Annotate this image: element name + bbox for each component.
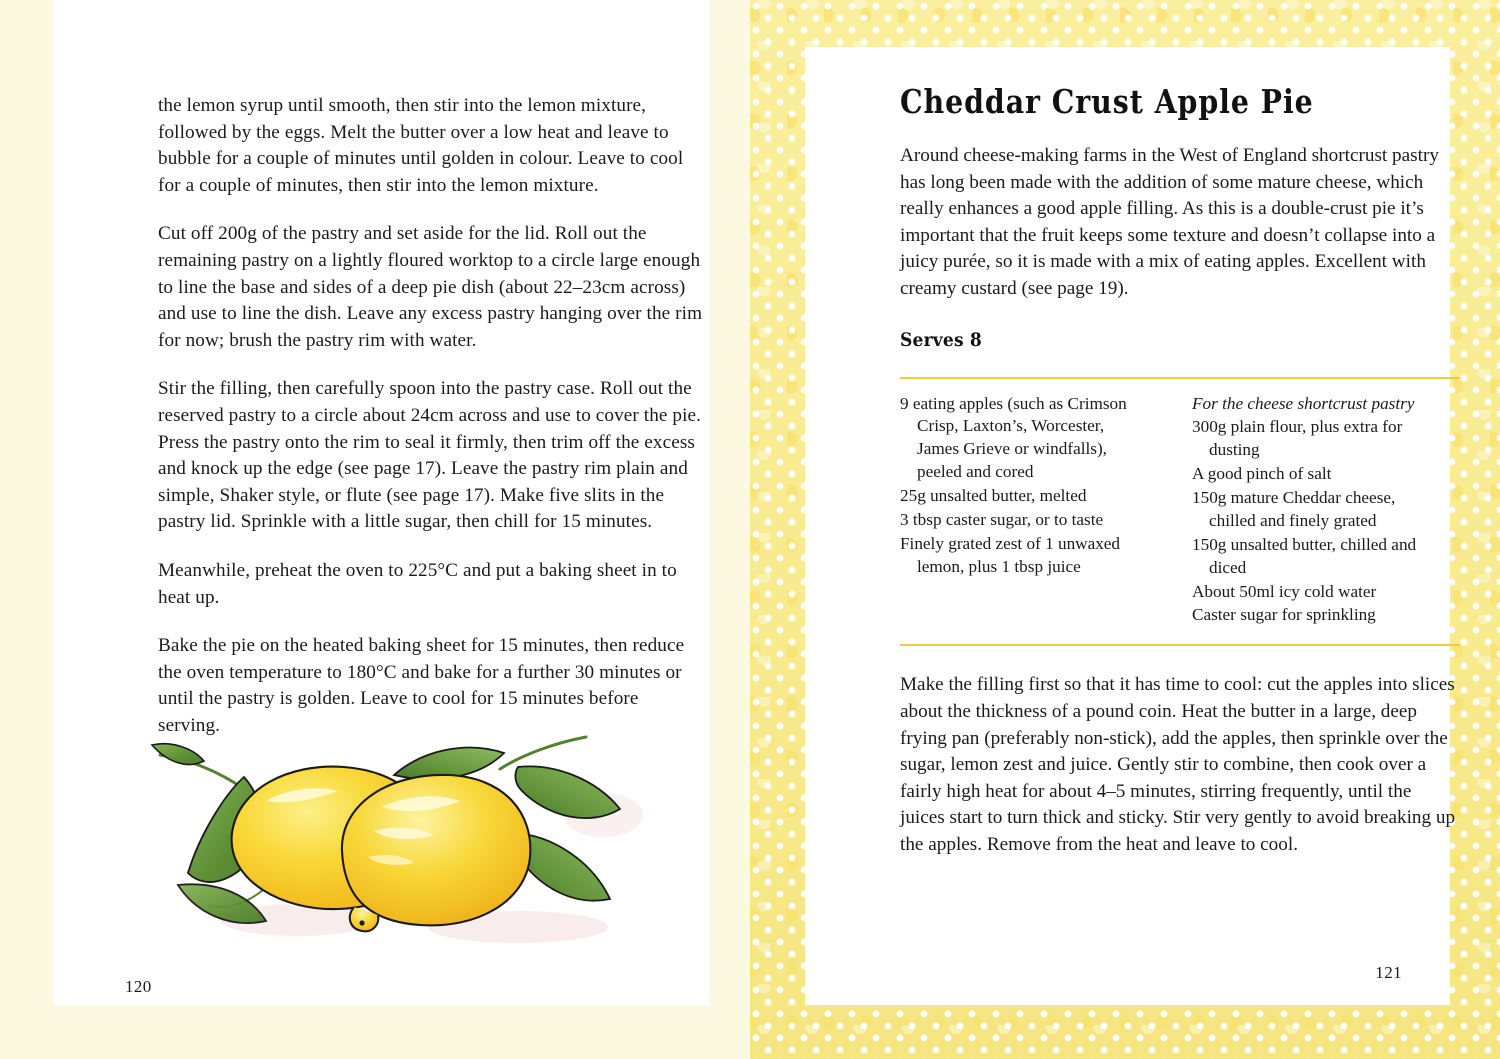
right-page-card — [805, 47, 1456, 1005]
left-page-paper — [53, 0, 710, 1005]
recipe-intro: Around cheese-making farms in the West of England shortcrust pastry has long been made with the addition of some mature cheese, which really enhances a good apple filling. As this is a double-crust pie it’s important that the fruit keeps some texture and doesn’t collapse into a juicy purée, so it is made with a mix of eating apples. Excellent with creamy custard (see page 19). — [900, 145, 1439, 299]
recipe-content — [900, 82, 1460, 858]
ingredient-item: 3 tbsp caster sugar, or to taste — [900, 509, 1104, 529]
page-number-right: 121 — [1375, 963, 1402, 982]
method-paragraph: Make the filling first so that it has time to cool: cut the apples into slices about the thickness of a pound coin. Heat the butter in a large, deep frying pan (preferably non-stick), add the apples, then sprinkle over the sugar, lemon zest and juice. Gently stir to combine, then cook over a fairly high heat for about 4–5 minutes, stirring frequently, until the juices start to turn thick and sticky. Stir very gently to avoid breaking up the apples. Remove from the heat and leave to cool. — [900, 674, 1456, 855]
left-page-text-column — [158, 93, 703, 761]
paragraph: Cut off 200g of the pastry and set aside for the lid. Roll out the remaining pastry on a lightly floured worktop to a circle large enough to line the base and sides of a deep pie dish (about 22–23cm across) and use to line the dish. Leave any excess pastry hanging over the rim for now; brush the pastry rim with water. — [158, 223, 703, 351]
ingredient-item: 25g unsalted butter, melted — [900, 486, 1087, 506]
ingredient-item: 300g plain flour, plus extra for dusting — [1192, 417, 1403, 460]
two-lemons-illustration — [148, 715, 708, 965]
page-number-left: 120 — [125, 977, 152, 996]
ingredient-item: Finely grated zest of 1 unwaxed lemon, plus 1 tbsp juice — [900, 533, 1121, 576]
ingredient-item: 150g mature Cheddar cheese, chilled and finely grated — [1192, 488, 1396, 530]
ingredients-rule-bottom — [900, 644, 1460, 646]
recipe-title: Cheddar Crust Apple Pie — [900, 82, 1314, 121]
paragraph: Bake the pie on the heated baking sheet for 15 minutes, then reduce the oven temperature to 180°C and bake for a further 30 minutes or until the pastry is golden. Leave to cool for 15 minutes before serving. — [158, 635, 685, 736]
right-page-polka-border — [750, 0, 1500, 1059]
ingredients-subheading: For the cheese shortcrust pastry — [1192, 393, 1415, 413]
ingredient-item: Caster sugar for sprinkling — [1192, 605, 1376, 625]
ingredient-item: A good pinch of salt — [1192, 464, 1332, 484]
ingredient-item: 150g unsalted butter, chilled and diced — [1192, 534, 1417, 577]
ingredient-item: 9 eating apples (such as Crimson Crisp, Laxton’s, Worcester, James Grieve or windfalls), peeled and cored — [900, 393, 1127, 482]
ingredient-item: About 50ml icy cold water — [1192, 581, 1377, 601]
ingredients-block — [900, 379, 1460, 645]
paragraph: the lemon syrup until smooth, then stir into the lemon mixture, followed by the eggs. Melt the butter over a low heat and leave to bubble for a couple of minutes until golden in colour. Leave to cool for a couple of minutes, then stir into the lemon mixture. — [158, 95, 684, 196]
paragraph: Stir the filling, then carefully spoon into the pastry case. Roll out the reserved pastry to a circle about 24cm across and use to cover the pie. Press the pastry onto the rim to seal it firmly, then trim off the excess and knock up the edge (see page 17). Leave the pastry rim plain and simple, Shaker style, or flute (see page 17). Make five slits in the pastry lid. Sprinkle with a little sugar, then chill for 15 minutes. — [158, 378, 702, 533]
paragraph: Meanwhile, preheat the oven to 225°C and put a baking sheet in to heat up. — [158, 559, 677, 608]
ingredients-column-pastry — [1192, 393, 1432, 629]
ingredients-column-filling — [900, 393, 1140, 629]
serves-label: Serves 8 — [900, 328, 982, 351]
